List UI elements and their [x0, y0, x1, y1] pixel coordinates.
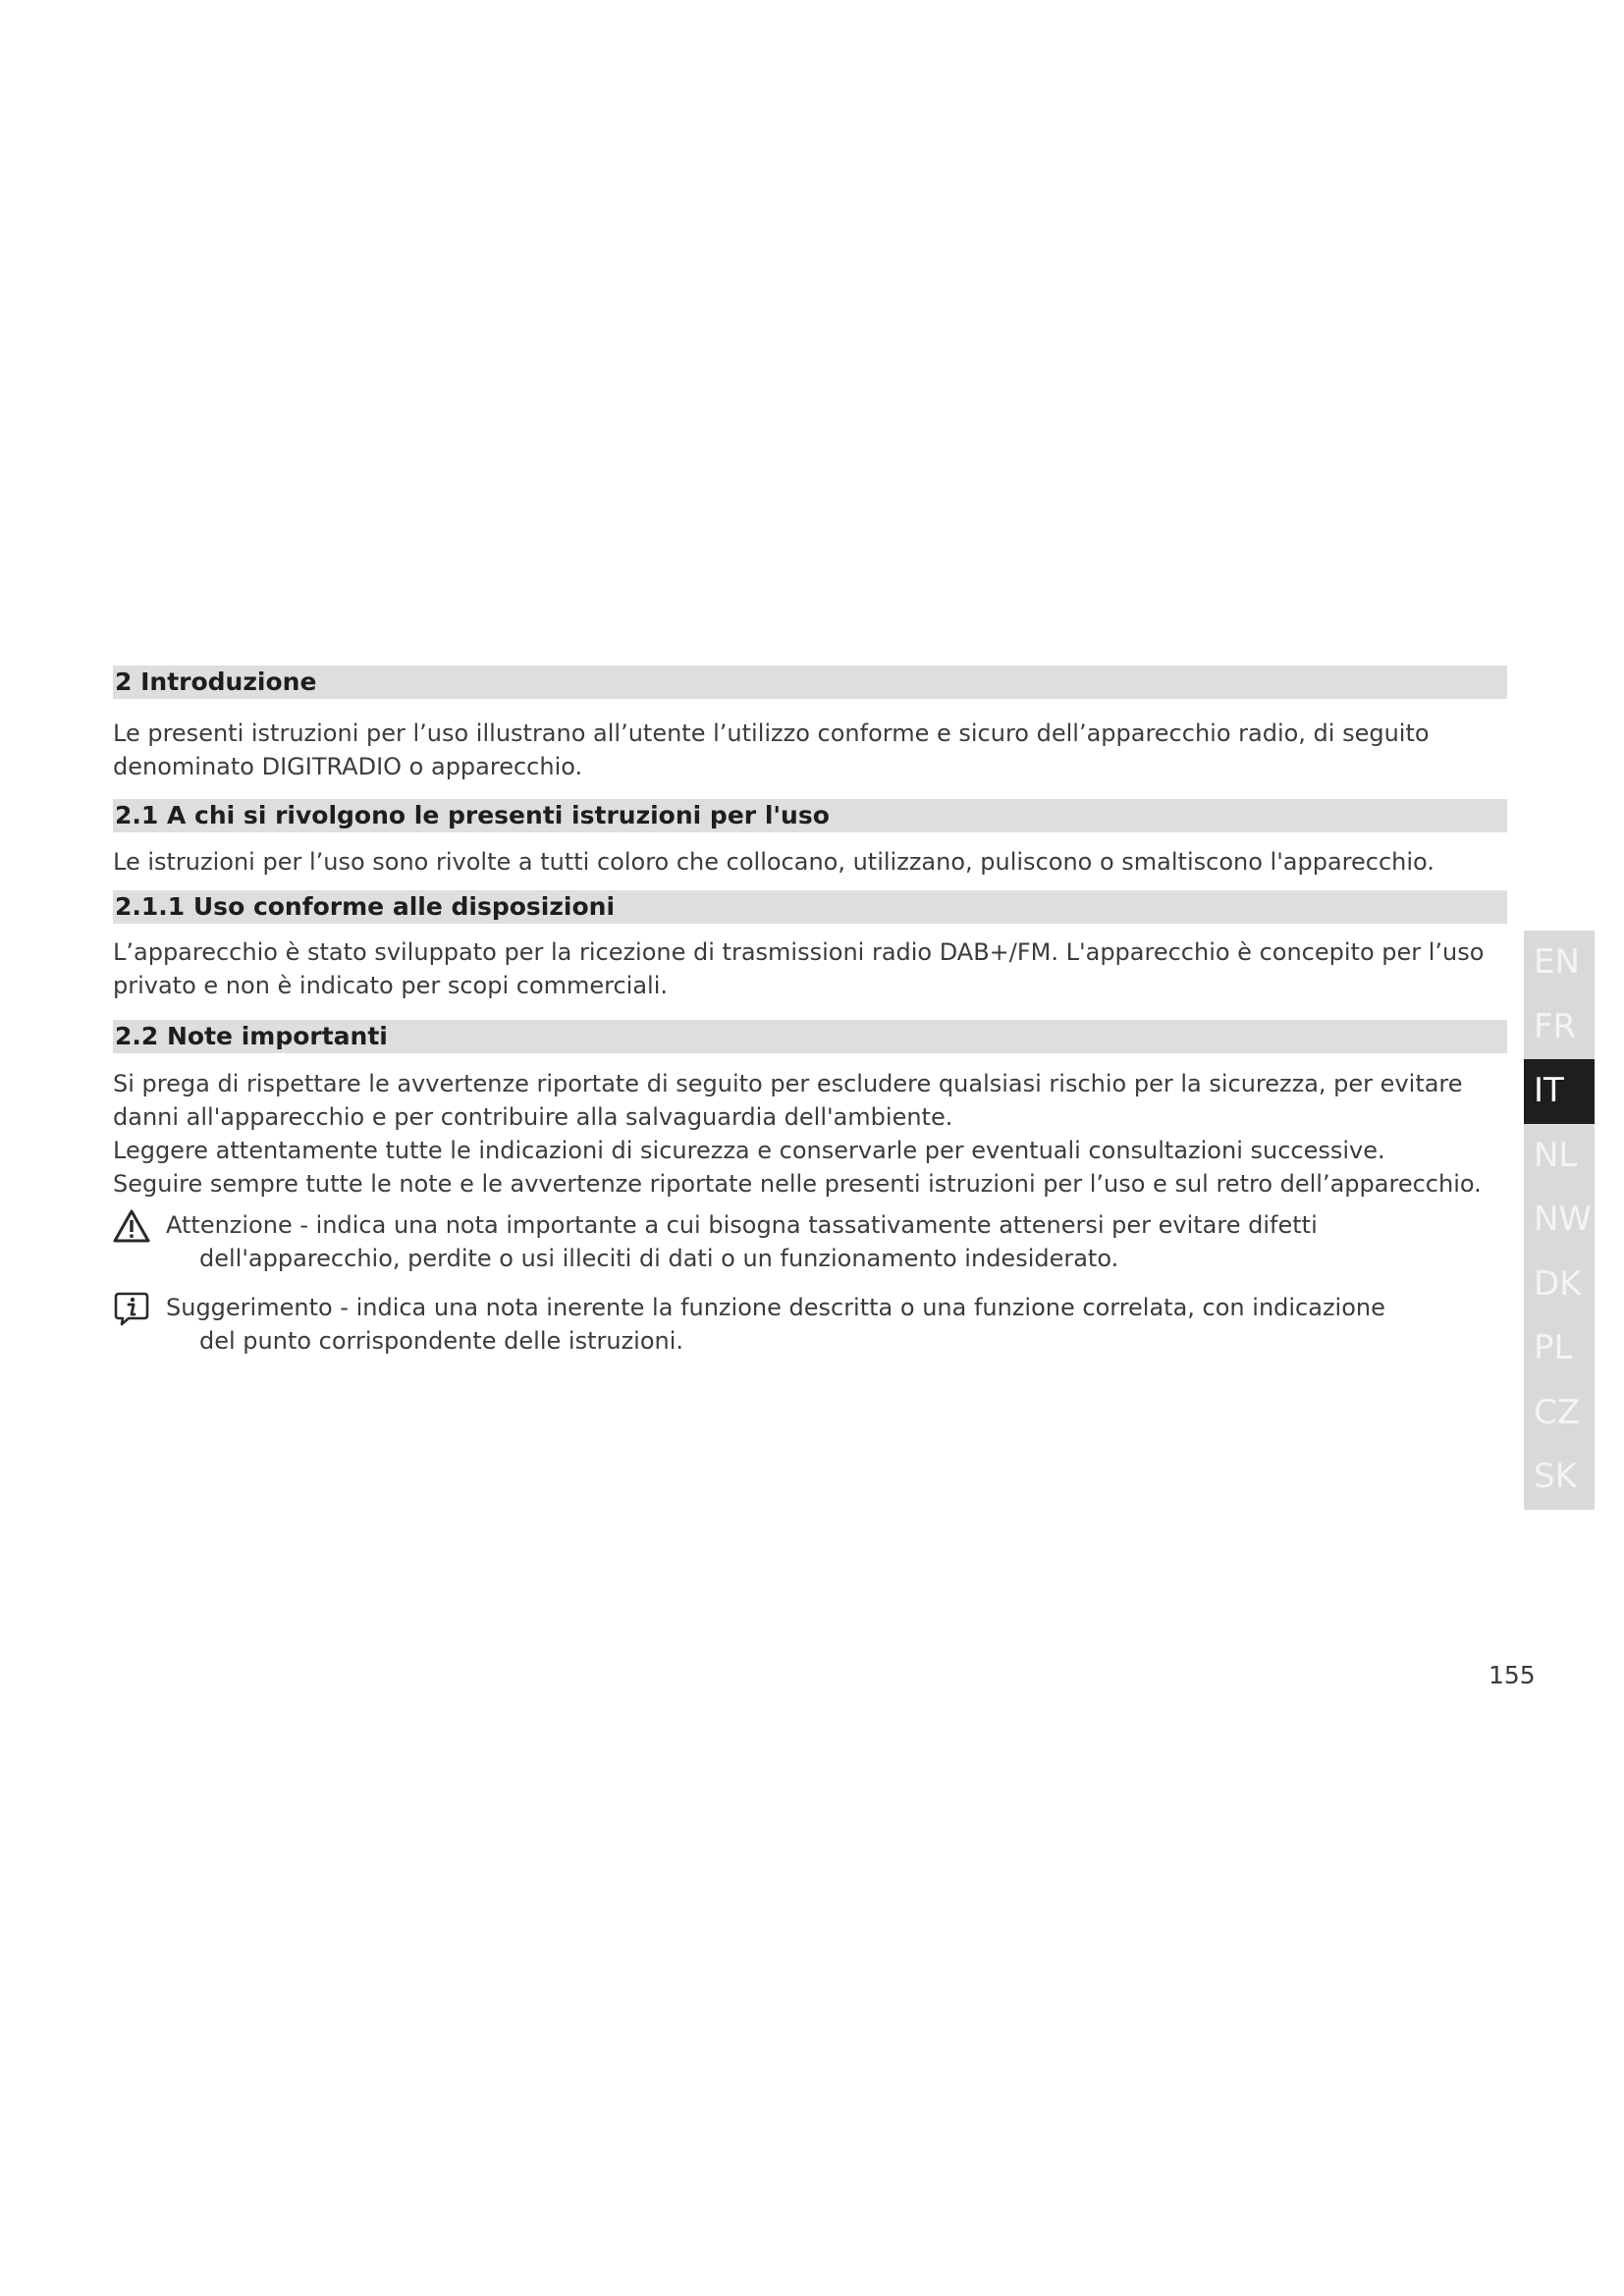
language-tab-bar	[1524, 931, 1595, 1510]
language-tab-en[interactable]: EN	[1534, 942, 1580, 982]
language-tab-pl[interactable]: PL	[1534, 1328, 1573, 1367]
intro-paragraph: Le presenti istruzioni per l’uso illustrano all’utente l’utilizzo conforme e sicuro dell’apparecchio radio, di seguito denominato DIGITRADIO o apparecchio.	[113, 720, 1430, 780]
section-heading-note-importanti: 2.2 Note importanti	[113, 1020, 1507, 1053]
language-tab-sk[interactable]: SK	[1534, 1457, 1577, 1496]
tip-note	[113, 1291, 1507, 1358]
language-tab-cz[interactable]: CZ	[1534, 1392, 1581, 1432]
info-icon	[113, 1291, 150, 1328]
tip-note-text: Suggerimento - indica una nota inerente la funzione descritta o una funzione correlata, con indicazione	[166, 1294, 1385, 1321]
intended-use-paragraph: L’apparecchio è stato sviluppato per la ricezione di trasmissioni radio DAB+/FM. L'apparecchio è concepito per l’uso privato e non è indicato per scopi commerciali.	[113, 938, 1485, 999]
manual-content	[113, 666, 1507, 1358]
page-number: 155	[1489, 1661, 1536, 1689]
language-tab-nl[interactable]: NL	[1534, 1135, 1578, 1175]
section-heading-audience: 2.1 A chi si rivolgono le presenti istruzioni per l'uso	[113, 799, 1507, 832]
notes-paragraph-read: Leggere attentamente tutte le indicazioni di sicurezza e conservarle per eventuali consultazioni successive.	[113, 1137, 1385, 1164]
language-tab-fr[interactable]: FR	[1534, 1006, 1577, 1046]
audience-paragraph: Le istruzioni per l’uso sono rivolte a tutti coloro che collocano, utilizzano, puliscono o smaltiscono l'apparecchio.	[113, 848, 1435, 876]
warning-triangle-icon	[113, 1208, 150, 1246]
warning-note-text-continued: dell'apparecchio, perdite o usi illeciti di dati o un funzionamento indesiderato.	[199, 1245, 1119, 1272]
language-tab-it[interactable]: IT	[1524, 1059, 1595, 1124]
section-heading-introduzione: 2 Introduzione	[113, 666, 1507, 699]
notes-paragraph-follow: Seguire sempre tutte le note e le avvertenze riportate nelle presenti istruzioni per l’uso e sul retro dell’apparecchio.	[113, 1170, 1482, 1198]
warning-note	[113, 1208, 1507, 1275]
section-heading-intended-use: 2.1.1 Uso conforme alle disposizioni	[113, 890, 1507, 924]
language-tab-dk[interactable]: DK	[1534, 1263, 1582, 1304]
notes-paragraph-safety: Si prega di rispettare le avvertenze riportate di seguito per escludere qualsiasi rischio per la sicurezza, per evitare danni all'apparecchio e per contribuire alla salvaguardia dell'ambiente.	[113, 1070, 1463, 1131]
language-tab-nw[interactable]: NW	[1534, 1200, 1593, 1239]
warning-note-text: Attenzione - indica una nota importante a cui bisogna tassativamente attenersi per evitare difetti	[166, 1211, 1318, 1239]
tip-note-text-continued: del punto corrispondente delle istruzioni.	[199, 1327, 684, 1355]
